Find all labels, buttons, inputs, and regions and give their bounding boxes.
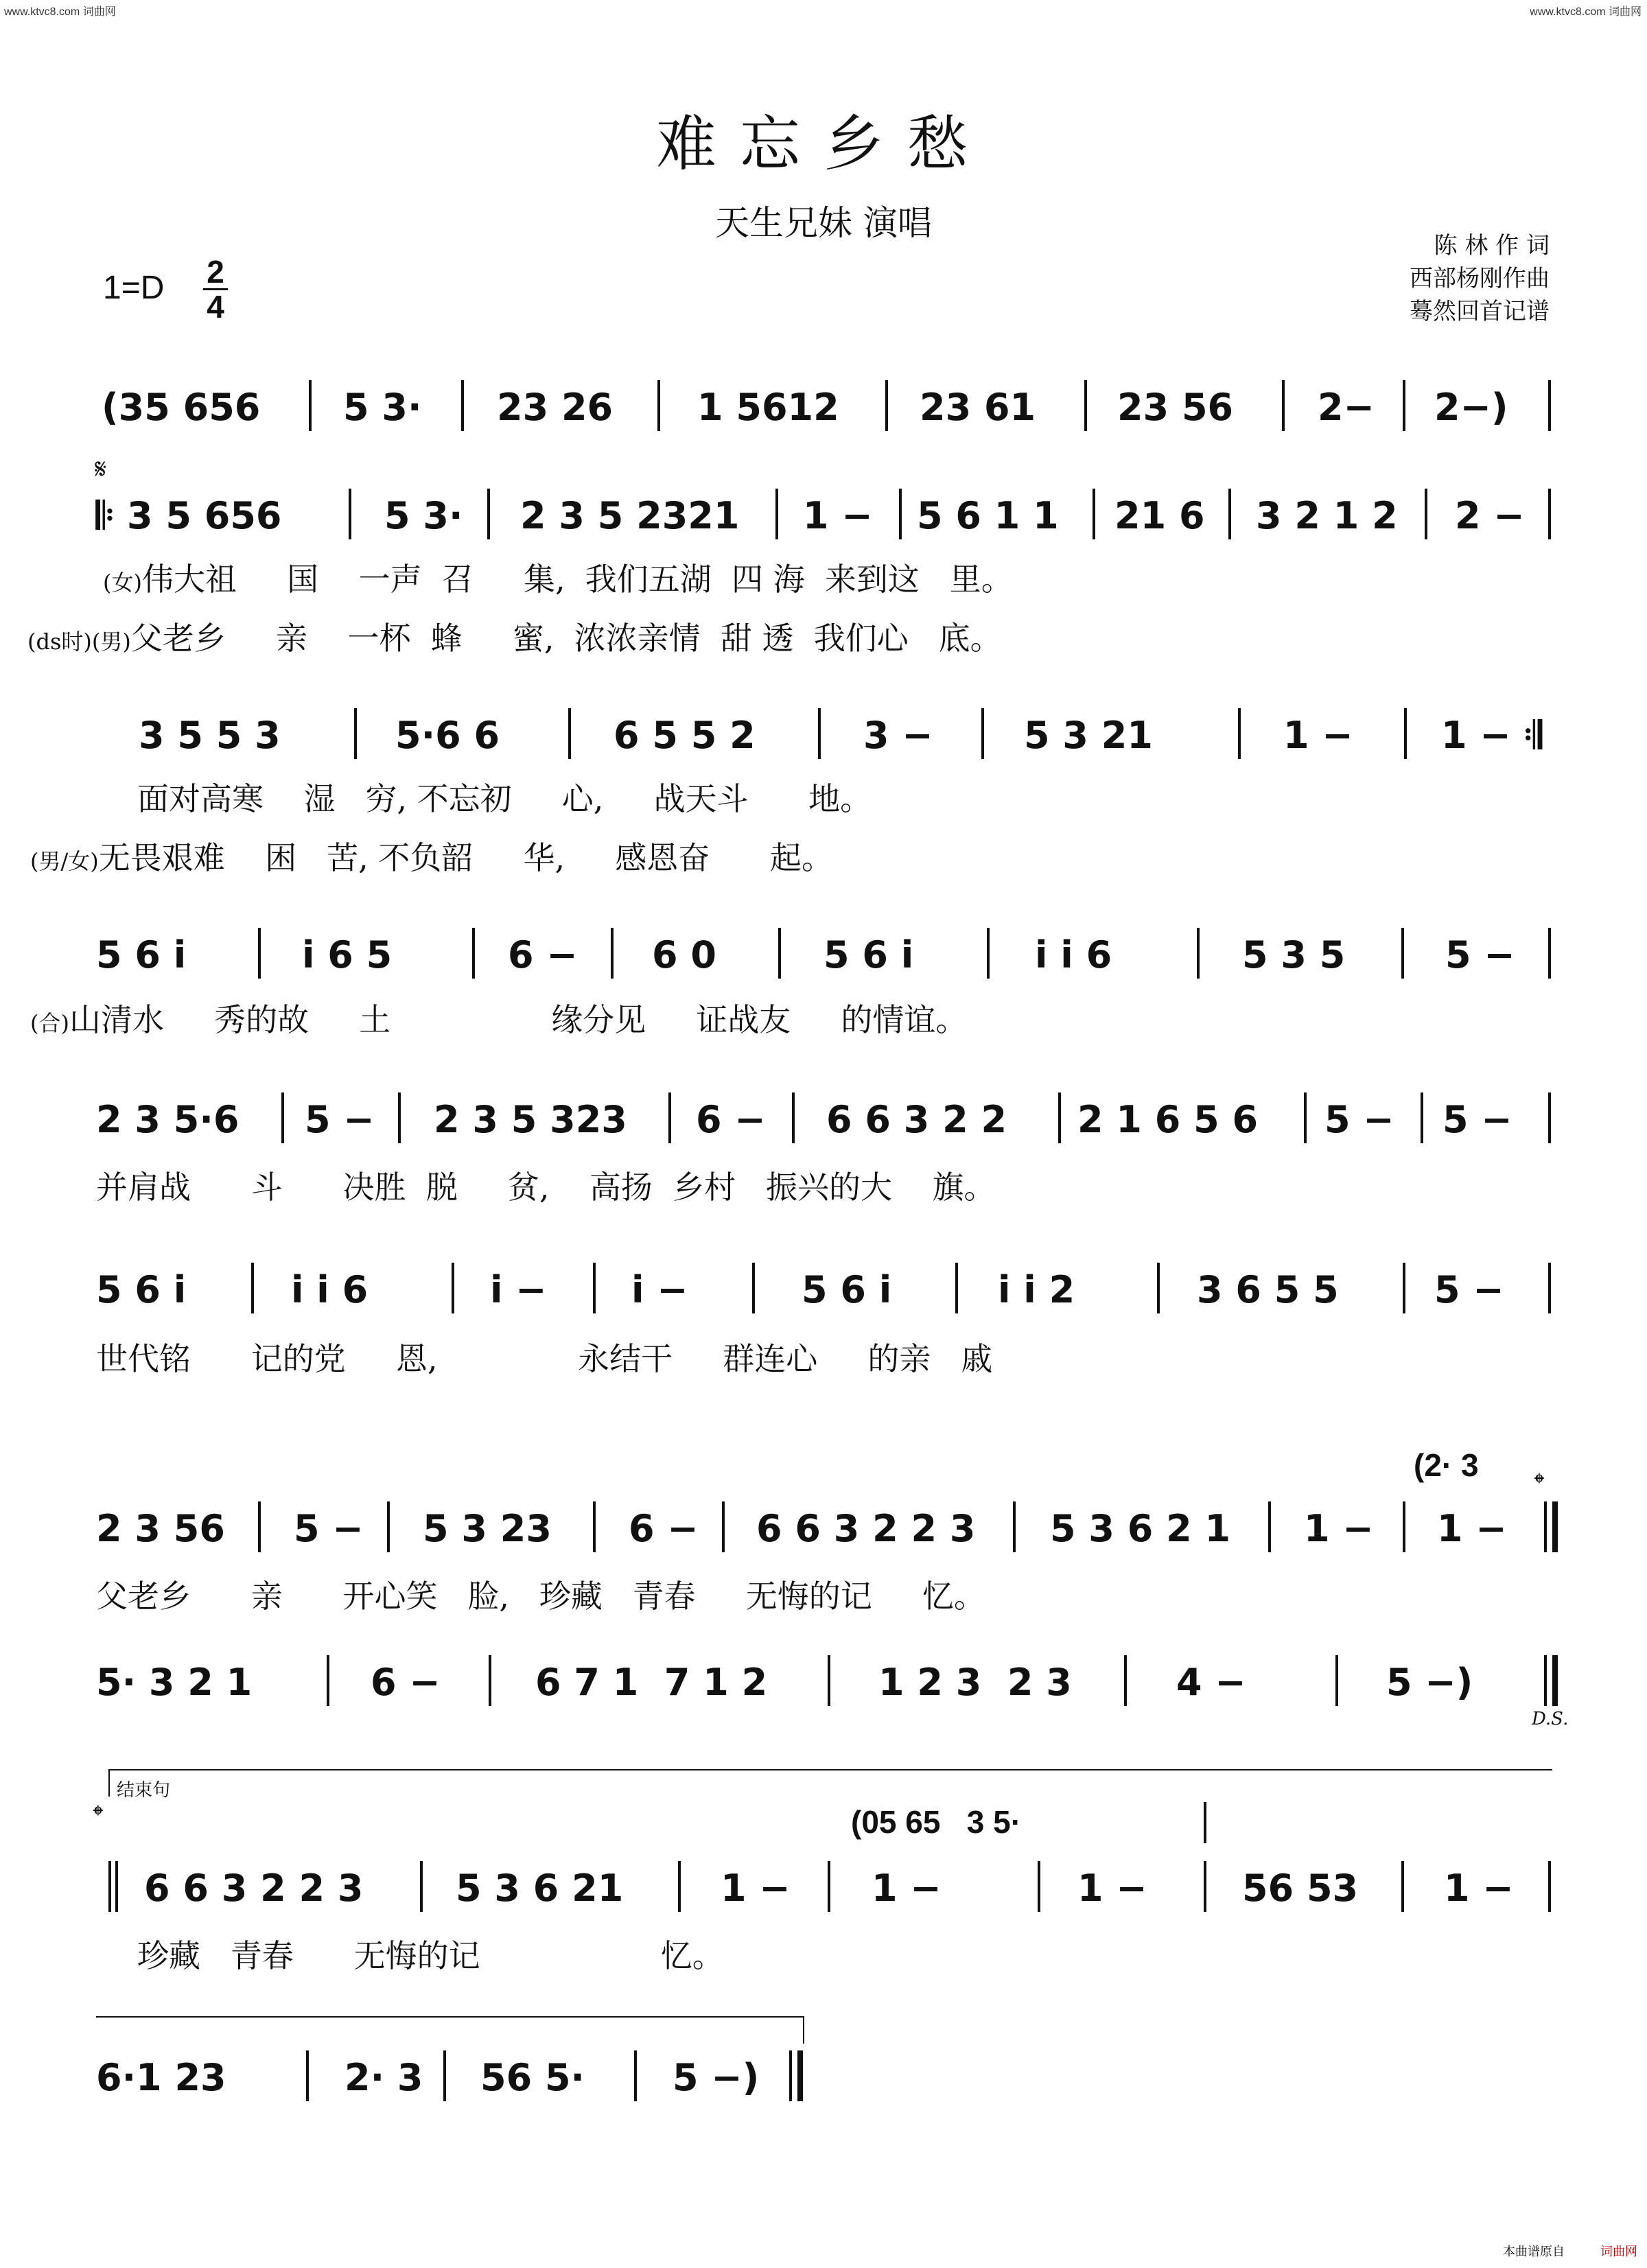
bar: 4 − <box>1176 1661 1246 1704</box>
bar: 56 5· <box>480 2056 585 2099</box>
time-signature <box>203 255 228 323</box>
bar: i i 6 <box>1035 933 1112 977</box>
footer-site: 词曲网 <box>1600 2245 1637 2258</box>
bar: 6 − <box>508 933 578 977</box>
notation-row-1 <box>96 380 1551 435</box>
bar: 2−) <box>1434 386 1508 429</box>
bar: 5 −) <box>1386 1661 1473 1704</box>
final-barline <box>1552 1501 1558 1552</box>
bar: 6 7 1 7 1 2 <box>535 1661 768 1704</box>
barline <box>1401 1861 1404 1912</box>
bar: 5 3· <box>343 386 422 429</box>
lyric-prefix: (男/女) <box>30 848 99 874</box>
barline <box>789 2050 792 2101</box>
lyric-text: 珍藏 青春 无悔的记 忆。 <box>137 1937 724 1974</box>
barline <box>1228 489 1231 539</box>
segno-sign: 𝄋 <box>95 454 107 484</box>
barline <box>1548 1092 1551 1143</box>
lyric-prefix: (女) <box>103 570 142 596</box>
barline <box>668 1092 671 1143</box>
notation-row-7 <box>96 1501 1551 1556</box>
bar: 5 6 i <box>824 933 914 977</box>
outro-bracket-line <box>96 2016 804 2018</box>
barline <box>1548 928 1551 979</box>
barline <box>593 1501 596 1552</box>
lyric-line-6 <box>0 1162 1647 1208</box>
bar: 5 6 i <box>802 1268 892 1311</box>
barline <box>349 489 351 539</box>
barline <box>568 708 571 759</box>
notation-row-2 <box>96 489 1551 543</box>
barline <box>899 489 902 539</box>
barline <box>1403 1263 1405 1313</box>
bar: 5 3 23 <box>423 1507 552 1550</box>
final-barline <box>1552 1655 1558 1706</box>
barline <box>1544 1655 1547 1706</box>
barline <box>354 708 357 759</box>
bar: 1 − <box>1304 1507 1374 1550</box>
bar: 5 − <box>294 1507 364 1550</box>
notation-row-4 <box>96 928 1551 983</box>
barline <box>955 1263 958 1313</box>
barline <box>1157 1263 1160 1313</box>
barline <box>1093 489 1095 539</box>
barline <box>443 2050 446 2101</box>
bar: 2 3 5 2321 <box>520 494 740 537</box>
interlude-text-2: (05 65 3 5· <box>851 1804 1022 1840</box>
barline <box>1548 489 1551 539</box>
lyric-prefix: (ds时)(男) <box>27 629 131 655</box>
bar: 5·6 6 <box>395 714 500 757</box>
notation-row-5 <box>96 1092 1551 1147</box>
bar: 1 − <box>803 494 873 537</box>
bar: 5 3 21 <box>1024 714 1153 757</box>
bar: 5 − <box>1434 1268 1504 1311</box>
key-signature: 1=D <box>103 270 165 306</box>
barline <box>251 1263 254 1313</box>
barline <box>828 1861 830 1912</box>
barline <box>1403 380 1405 431</box>
barline <box>1013 1501 1016 1552</box>
bar: 6 − <box>629 1507 699 1550</box>
barline <box>309 380 312 431</box>
lyric-text: 面对高寒 湿 穷, 不忘初 心, 战天斗 地。 <box>137 780 872 817</box>
interlude-text: (2· 3 <box>1414 1447 1479 1483</box>
barline <box>398 1092 401 1143</box>
bar: 3 − <box>863 714 933 757</box>
lyric-prefix: (合) <box>30 1010 69 1036</box>
singer-line: 天生兄妹 演唱 <box>715 203 932 243</box>
barline <box>452 1263 454 1313</box>
barline <box>1548 1263 1551 1313</box>
lyric-line-3 <box>0 774 1647 819</box>
ds-mark: D.S. <box>1532 1709 1569 1729</box>
lyric-line-9 <box>0 1931 1647 1976</box>
bar: 5 − <box>1442 1098 1512 1141</box>
barline <box>1335 1655 1338 1706</box>
barline <box>1197 928 1200 979</box>
ending-label: 结束句 <box>117 1780 171 1801</box>
barline <box>115 1861 118 1912</box>
barline <box>1058 1092 1061 1143</box>
bar: 6 0 <box>652 933 716 977</box>
bar: 23 26 <box>497 386 614 429</box>
bar: i − <box>490 1268 547 1311</box>
bar: 2 − <box>1455 494 1525 537</box>
bar: 1 − <box>872 1867 942 1910</box>
barline <box>489 1655 491 1706</box>
lyric-line-5 <box>0 995 1647 1040</box>
barline <box>1084 380 1087 431</box>
lyric-line-8 <box>0 1571 1647 1617</box>
notation-row-10 <box>96 2050 1551 2105</box>
bar: 1 − <box>1444 1867 1514 1910</box>
outro-bracket-hook <box>803 2016 804 2044</box>
bar: 2 1 6 5 6 <box>1077 1098 1259 1141</box>
bar: i − <box>631 1268 688 1311</box>
bar: 6 − <box>696 1098 766 1141</box>
bar: i 6 5 <box>302 933 393 977</box>
lyric-text: 世代铭 记的党 恩, 永结干 群连心 的亲 戚 <box>96 1340 993 1377</box>
bar: i i 2 <box>998 1268 1075 1311</box>
bar: 1 − <box>1437 1507 1507 1550</box>
barline <box>281 1092 284 1143</box>
lyric-line-7 <box>0 1334 1647 1379</box>
barline <box>792 1092 795 1143</box>
bar: 56 53 <box>1242 1867 1359 1910</box>
notation-row-8 <box>96 1655 1551 1710</box>
bar: 2 3 5·6 <box>96 1098 240 1141</box>
barline <box>775 489 778 539</box>
bar: 6 5 5 2 <box>614 714 756 757</box>
bar: 2 3 56 <box>96 1507 225 1550</box>
barline <box>258 928 261 979</box>
bar: 3 6 5 5 <box>1197 1268 1339 1311</box>
bar: i i 6 <box>291 1268 369 1311</box>
bar: 5 − <box>1445 933 1515 977</box>
ending-bracket-line <box>108 1769 1552 1770</box>
barline <box>1401 928 1404 979</box>
bar: 6 6 3 2 2 3 <box>756 1507 976 1550</box>
barline <box>1544 1501 1547 1552</box>
barline <box>1238 708 1241 759</box>
site-watermark-left: www.ktvc8.com 词曲网 <box>4 6 116 18</box>
barline <box>1421 1092 1423 1143</box>
composer-credit: 西部杨刚作曲 <box>1410 265 1550 292</box>
barline <box>1403 1501 1405 1552</box>
barline <box>752 1263 755 1313</box>
meter-top: 2 <box>207 254 224 290</box>
bar: 23 56 <box>1117 386 1234 429</box>
bar: 2· 3 <box>344 2056 423 2099</box>
barline <box>1038 1861 1040 1912</box>
barline <box>885 380 888 431</box>
barline <box>1204 1802 1206 1843</box>
barline <box>461 380 464 431</box>
barline <box>981 708 984 759</box>
bar: 5 3 6 2 1 <box>1050 1507 1231 1550</box>
barline <box>828 1655 830 1706</box>
bar: 𝄆 3 5 656 <box>96 494 282 537</box>
lyric-line-2 <box>0 613 1647 659</box>
notation-row-9 <box>96 1861 1551 1916</box>
final-barline <box>797 2050 803 2101</box>
bar: 2 3 5 323 <box>434 1098 627 1141</box>
barline <box>1548 380 1551 431</box>
bar: 23 61 <box>920 386 1036 429</box>
barline <box>420 1861 423 1912</box>
lyric-text: 无畏艰难 困 苦, 不负韶 华, 感恩奋 起。 <box>98 839 833 876</box>
meter-bottom: 4 <box>203 288 228 323</box>
bar: 6 − <box>371 1661 441 1704</box>
barline <box>1204 1861 1206 1912</box>
lyric-text: 并肩战 斗 决胜 脱 贫, 高扬 乡村 振兴的大 旗。 <box>96 1169 996 1206</box>
barline <box>472 928 475 979</box>
barline <box>1404 708 1407 759</box>
ending-bracket-hook <box>108 1769 110 1797</box>
bar: 3 2 1 2 <box>1256 494 1398 537</box>
barline <box>387 1501 390 1552</box>
bar: 5 3· <box>384 494 463 537</box>
lyric-text: 父老乡 亲 一杯 蜂 蜜, 浓浓亲情 甜 透 我们心 底。 <box>130 620 1002 657</box>
lyric-text: 父老乡 亲 开心笑 脸, 珍藏 青春 无悔的记 忆。 <box>96 1578 985 1615</box>
barline <box>593 1263 596 1313</box>
bar: 5 6 i <box>96 1268 187 1311</box>
bar: 6 6 3 2 2 <box>826 1098 1007 1141</box>
barline <box>258 1501 261 1552</box>
lyricist-credit: 陈 林 作 词 <box>1434 232 1550 259</box>
bar: 5 −) <box>673 2056 760 2099</box>
bar: 1 5612 <box>697 386 839 429</box>
barline <box>1268 1501 1271 1552</box>
barline <box>487 489 490 539</box>
barline <box>327 1655 329 1706</box>
bar: 1 − 𝄇 <box>1441 714 1542 757</box>
bar: 1 − <box>1077 1867 1147 1910</box>
barline <box>634 2050 637 2101</box>
bar: 1 − <box>1283 714 1353 757</box>
transcriber-credit: 蓦然回首记谱 <box>1410 298 1550 325</box>
barline <box>722 1501 725 1552</box>
footer-source: 本曲谱原自 <box>1503 2245 1565 2258</box>
bar: 6 6 3 2 2 3 <box>144 1867 364 1910</box>
bar: 5 6 i <box>96 933 187 977</box>
bar: (35 656 <box>102 386 261 429</box>
barline <box>306 2050 309 2101</box>
barline <box>1304 1092 1307 1143</box>
bar: 5 6 1 1 <box>917 494 1059 537</box>
lyric-text: 伟大祖 国 一声 召 集, 我们五湖 四 海 来到这 里。 <box>141 561 1013 598</box>
lyric-line-4 <box>0 833 1647 878</box>
barline <box>657 380 660 431</box>
coda-sign-ending: 𝄌 <box>93 1801 103 1831</box>
barline <box>1282 380 1285 431</box>
barline <box>611 928 614 979</box>
bar: 5 − <box>1324 1098 1394 1141</box>
barline <box>1124 1655 1127 1706</box>
bar: 5 3 5 <box>1242 933 1346 977</box>
barline <box>678 1861 681 1912</box>
barline <box>108 1861 111 1912</box>
bar: 5 3 6 21 <box>456 1867 624 1910</box>
bar: 1 2 3 2 3 <box>878 1661 1072 1704</box>
bar: 5· 3 2 1 <box>96 1661 253 1704</box>
barline <box>778 928 781 979</box>
bar: 1 − <box>721 1867 791 1910</box>
bar: 21 6 <box>1114 494 1205 537</box>
bar: 3 5 5 3 <box>139 714 281 757</box>
bar: 2− <box>1318 386 1375 429</box>
notation-row-3 <box>96 708 1551 763</box>
lyric-line-1 <box>0 554 1647 600</box>
song-title: 难忘乡愁 <box>655 108 991 179</box>
barline <box>1548 1861 1551 1912</box>
barline <box>1425 489 1427 539</box>
bar: 6·1 23 <box>96 2056 226 2099</box>
lyric-text: 山清水 秀的故 土 缘分见 证战友 的情谊。 <box>69 1001 968 1038</box>
site-watermark-right: www.ktvc8.com 词曲网 <box>1530 6 1642 18</box>
barline <box>818 708 821 759</box>
bar: 5 − <box>305 1098 375 1141</box>
barline <box>987 928 990 979</box>
notation-row-6 <box>96 1263 1551 1318</box>
coda-sign: 𝄌 <box>1534 1469 1544 1499</box>
